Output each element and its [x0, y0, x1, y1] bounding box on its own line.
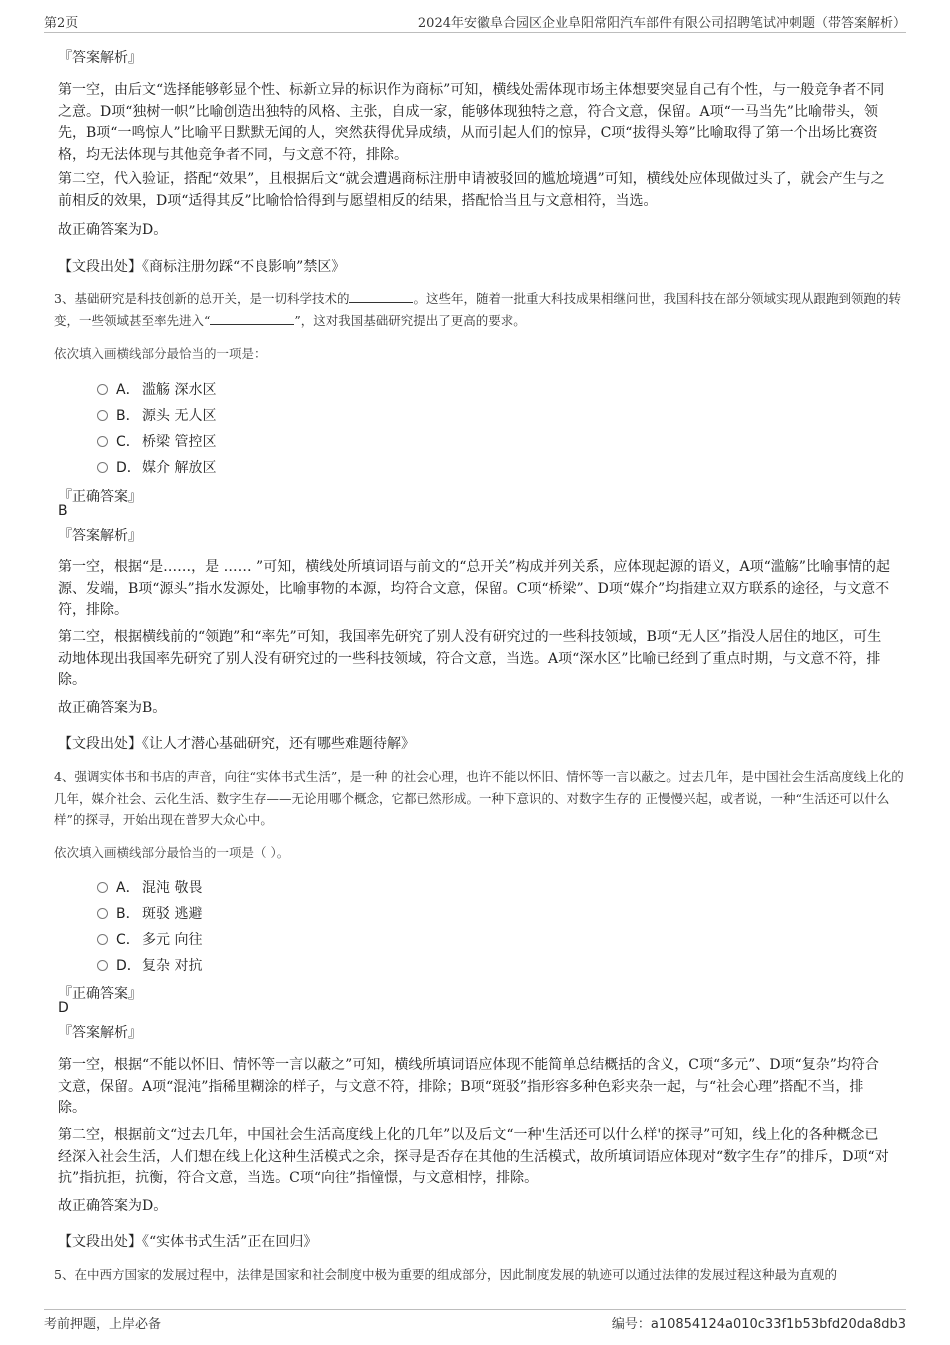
- code-label: 编号：: [611, 1317, 651, 1332]
- q3-text-c: ”，这对我国基础研究提出了更高的要求。: [294, 312, 526, 328]
- header-divider: [44, 32, 906, 33]
- q2-analysis-label: 『答案解析』: [58, 50, 142, 66]
- radio-icon[interactable]: [97, 960, 108, 971]
- q4-option-d[interactable]: D．复杂 对抗: [97, 955, 202, 975]
- radio-icon[interactable]: [97, 410, 108, 421]
- radio-icon[interactable]: [97, 436, 108, 447]
- q2-source: 【文段出处】《商标注册勿踩“不良影响”禁区》: [58, 259, 346, 275]
- q2-conclusion: 故正确答案为D。: [58, 222, 168, 238]
- q3-analysis-p1: 第一空，根据“是……，是 …… ”可知，横线处所填词语与前文的“总开关”构成并列关系，应体现起源的语义，A项“滥觞”比喻事情的起源、发端，B项“源头”指水发源处，比喻事物的本源，均符合文意，保留。C项“桥梁”、D项“媒介”均指建立双方联系的途径，与文意不符，排除。: [58, 559, 890, 618]
- q3-conclusion: 故正确答案为B。: [58, 700, 167, 716]
- q3-analysis-p2: 第二空，根据横线前的“领跑”和“率先”可知，我国率先研究了别人没有研究过的一些科技领域，B项“无人区”指没人居住的地区，可生动地体现出我国率先研究了别人没有研究过的一些科技领域，符合文意，当选。A项“深水区”比喻已经到了重点时期，与文意不符，排除。: [58, 629, 882, 688]
- q3-answer: B: [58, 503, 68, 519]
- q2-analysis-p2: 第二空，代入验证，搭配“效果”，且根据后文“就会遭遇商标注册申请被驳回的尴尬境遇”可知，横线处应体现做过头了，就会产生与之前相反的效果，D项“适得其反”比喻恰恰得到与愿望相反的结果，搭配恰当且与文意相符，当选。: [58, 171, 885, 209]
- q3-option-a[interactable]: A． 滥觞 深水区: [97, 379, 216, 399]
- page-footer: [44, 1313, 906, 1331]
- q4-question: 4、强调实体书和书店的声音，向往“实体书式生活”，是一种 的社会心理，也许不能以怀旧、情怀等一言以蔽之。过去几年，是中国社会生活高度线上化的几年，媒介社会、云化生活、数字生存——无论用哪个概念，它都已然形成。一种下意识的、对数字生存的 正慢慢兴起，或者说，一种“生活还可以什么样”的探寻，开始出现在普罗大众心中。: [54, 769, 904, 827]
- q4-source: 【文段出处】《“实体书式生活”正在回归》: [58, 1234, 318, 1250]
- q3-option-d[interactable]: D．媒介 解放区: [97, 457, 216, 477]
- q4-analysis-p1: 第一空，根据“不能以怀旧、情怀等一言以蔽之”可知，横线所填词语应体现不能简单总结概括的含义，C项“多元”、D项“复杂”均符合文意，保留。A项“混沌”指稀里糊涂的样子，与文意不符，排除；B项“斑驳”指形容多种色彩夹杂一起，与“社会心理”搭配不当，排除。: [58, 1057, 879, 1116]
- code-value: a10854124a010c33f1b53bfd20da8db3: [650, 1317, 906, 1332]
- q3-answer-label: 『正确答案』: [58, 489, 142, 505]
- q4-analysis-p2: 第二空，根据前文“过去几年，中国社会生活高度线上化的几年”以及后文“一种'生活还可以什么样'的探寻”可知，线上化的各种概念已经深入社会生活，人们想在线上化这种生活模式之余，探寻是否存在其他的生活模式，故所填词语应体现对“数字生存”的排斥，D项“对抗”指抗拒，抗衡，符合文意，当选。C项“向往”指憧憬，与文意相悖，排除。: [58, 1127, 889, 1186]
- q3-question: [54, 288, 904, 331]
- page-number: 第2页: [44, 16, 79, 31]
- radio-icon[interactable]: [97, 384, 108, 395]
- q4-option-a[interactable]: A． 混沌 敬畏: [97, 877, 202, 897]
- footer-divider: [44, 1309, 906, 1310]
- q2-analysis-p1: 第一空，由后文“选择能够彰显个性、标新立异的标识作为商标”可知，横线处需体现市场主体想要突显自己有个性，与一般竞争者不同之意。D项“独树一帜”比喻创造出独特的风格、主张，自成一家，能够体现独特之意，符合文意，保留。A项“一马当先”比喻带头，领先，B项“一鸣惊人”比喻平日默默无闻的人，突然获得优异成绩，从而引起人们的惊异，C项“拔得头筹”比喻取得了第一个出场比赛资格，均无法体现与其他竞争者不同，与文意不符，排除。: [58, 82, 885, 163]
- q3-option-c[interactable]: C． 桥梁 管控区: [97, 431, 216, 451]
- q3-text-a: 3、基础研究是科技创新的总开关，是一切科学技术的: [54, 291, 350, 306]
- q3-option-b[interactable]: B． 源头 无人区: [97, 405, 216, 425]
- q3-blank-2: [210, 324, 294, 325]
- q3-text-b: 。这些年，随着一批重大科技成果相继问世，我国科技在部分领域实现从跟跑到领跑的转变，一些领域甚至率先进入“: [54, 291, 901, 328]
- radio-icon[interactable]: [97, 908, 108, 919]
- radio-icon[interactable]: [97, 462, 108, 473]
- q4-instruction: 依次填入画横线部分最恰当的一项是（ ）。: [54, 845, 290, 860]
- document-code: [612, 1313, 906, 1332]
- footer-slogan: 考前押题，上岸必备: [44, 1317, 162, 1332]
- q4-option-c[interactable]: C． 多元 向往: [97, 929, 202, 949]
- page-header: [44, 12, 906, 32]
- q3-blank-1: [349, 302, 413, 303]
- q3-instruction: 依次填入画横线部分最恰当的一项是：: [54, 346, 267, 361]
- q4-answer-label: 『正确答案』: [58, 986, 142, 1002]
- q4-answer: D: [58, 1000, 69, 1016]
- q4-analysis-label: 『答案解析』: [58, 1025, 142, 1041]
- q5-question: 5、在中西方国家的发展过程中，法律是国家和社会制度中极为重要的组成部分，因此制度发展的轨迹可以通过法律的发展过程这种最为直观的: [54, 1267, 837, 1282]
- q4-option-b[interactable]: B． 斑驳 逃避: [97, 903, 202, 923]
- radio-icon[interactable]: [97, 934, 108, 945]
- document-title: 2024年安徽阜合园区企业阜阳常阳汽车部件有限公司招聘笔试冲刺题（带答案解析）: [417, 16, 906, 31]
- q3-analysis-label: 『答案解析』: [58, 528, 142, 544]
- radio-icon[interactable]: [97, 882, 108, 893]
- q4-conclusion: 故正确答案为D。: [58, 1198, 168, 1214]
- q3-source: 【文段出处】《让人才潜心基础研究，还有哪些难题待解》: [58, 736, 415, 752]
